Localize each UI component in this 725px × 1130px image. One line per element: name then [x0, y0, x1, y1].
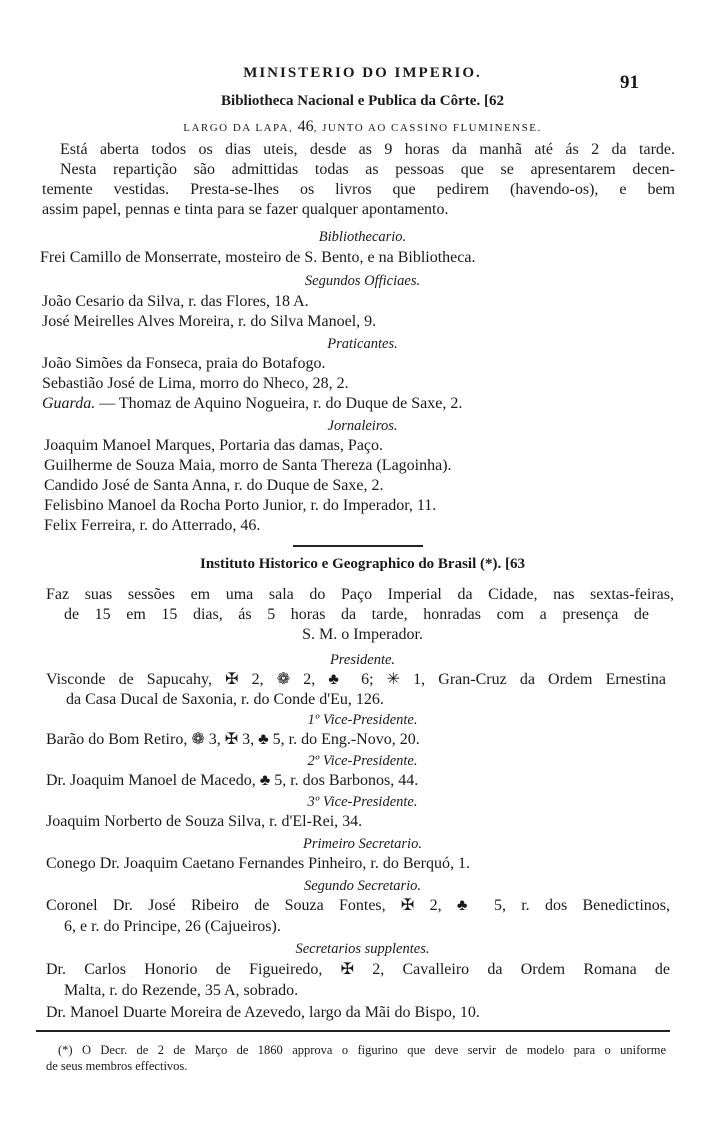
heading-secretarios-supplentes: Secretarios supplentes.	[295, 941, 430, 957]
paragraph-line: Está aberta todos os dias uteis, desde as 9 horas da manhã até ás 2 da tarde.	[60, 141, 675, 158]
paragraph-line: de 15 em 15 dias, ás 5 horas da tarde, honradas com a presença de	[64, 606, 649, 623]
guarda-entry: — Thomaz de Aquino Nogueira, r. do Duque de Saxe, 2.	[95, 395, 463, 412]
address-number: 46	[297, 118, 314, 135]
list-item: José Meirelles Alves Moreira, r. do Silva Manoel, 9.	[42, 313, 377, 330]
heading-vice-presidente-1: 1º Vice-Presidente.	[307, 712, 418, 728]
list-item: Felix Ferreira, r. do Atterrado, 46.	[44, 517, 261, 534]
list-item: Dr. Manoel Duarte Moreira de Azevedo, largo da Mãi do Bispo, 10.	[46, 1004, 480, 1021]
address-part: LARGO DA LAPA,	[183, 122, 298, 134]
page-number: 91	[620, 72, 639, 93]
list-item: Joaquim Norberto de Souza Silva, r. d'El-Rei, 34.	[46, 813, 363, 830]
guarda-label: Guarda.	[42, 395, 96, 412]
heading-primeiro-secretario: Primeiro Secretario.	[303, 836, 422, 852]
footnote-line: (*) O Decr. de 2 de Março de 1860 approva o figurino que deve servir de modelo para o uniforme	[58, 1043, 666, 1057]
list-item: Guilherme de Souza Maia, morro de Santa Thereza (Lagoinha).	[44, 457, 452, 474]
section-title-instituto: Instituto Historico e Geographico do Brasil (*). [63	[200, 556, 525, 572]
heading-presidente: Presidente.	[329, 652, 396, 668]
list-item: João Simões da Fonseca, praia do Botafogo.	[42, 355, 326, 372]
list-item: Dr. Carlos Honorio de Figueiredo, ✠ 2, Cavalleiro da Ordem Romana de	[46, 961, 670, 978]
heading-segundo-secretario: Segundo Secretario.	[303, 878, 422, 894]
heading-vice-presidente-2: 2º Vice-Presidente.	[307, 753, 418, 769]
heading-praticantes: Praticantes.	[327, 336, 398, 352]
list-item: 6, e r. do Principe, 26 (Cajueiros).	[64, 918, 281, 935]
address-part: , JUNTO AO CASSINO FLUMINENSE.	[313, 122, 542, 134]
list-item: Coronel Dr. José Ribeiro de Souza Fontes, ✠ 2, ♣ 5, r. dos Benedictinos,	[46, 897, 670, 914]
list-item: Conego Dr. Joaquim Caetano Fernandes Pinheiro, r. do Berquó, 1.	[46, 855, 470, 872]
paragraph-line: temente vestidas. Presta-se-lhes os livros que pedirem (havendo-os), e bem	[42, 181, 675, 198]
section-divider	[293, 545, 423, 547]
heading-jornaleiros: Jornaleiros.	[327, 418, 398, 434]
running-title: MINISTERIO DO IMPERIO.	[243, 65, 482, 81]
address-line	[0, 118, 725, 137]
section-title-bibliotheca: Bibliotheca Nacional e Publica da Côrte. [62	[221, 93, 504, 109]
list-item: Visconde de Sapucahy, ✠ 2, ❁ 2, ♣ 6; ✳ 1, Gran-Cruz da Ordem Ernestina	[46, 671, 666, 688]
list-item: Sebastião José de Lima, morro do Nheco, 28, 2.	[42, 375, 349, 392]
list-item	[42, 395, 462, 413]
heading-vice-presidente-3: 3º Vice-Presidente.	[307, 794, 418, 810]
list-item: Candido José de Santa Anna, r. do Duque de Saxe, 2.	[44, 477, 384, 494]
list-item: da Casa Ducal de Saxonia, r. do Conde d'Eu, 126.	[66, 691, 384, 708]
list-item: Felisbino Manoel da Rocha Porto Junior, r. do Imperador, 11.	[44, 497, 437, 514]
list-item: Barão do Bom Retiro, ❁ 3, ✠ 3, ♣ 5, r. do Eng.-Novo, 20.	[46, 731, 420, 748]
paragraph-line: S. M. o Imperador.	[302, 626, 423, 643]
paragraph-line: Faz suas sessões em uma sala do Paço Imperial da Cidade, nas sextas-feiras,	[46, 586, 674, 603]
heading-bibliothecario: Bibliothecario.	[318, 229, 407, 245]
list-item: Dr. Joaquim Manoel de Macedo, ♣ 5, r. dos Barbonos, 44.	[46, 772, 419, 789]
list-item: João Cesario da Silva, r. das Flores, 18 A.	[42, 293, 309, 310]
footnote-divider	[36, 1030, 670, 1032]
list-item: Joaquim Manoel Marques, Portaria das damas, Paço.	[44, 437, 384, 454]
heading-segundos-officiaes: Segundos Officiaes.	[304, 273, 421, 289]
footnote-line: de seus membros effectivos.	[46, 1059, 188, 1073]
list-item: Frei Camillo de Monserrate, mosteiro de S. Bento, e na Bibliotheca.	[40, 249, 476, 266]
list-item: Malta, r. do Rezende, 35 A, sobrado.	[64, 982, 299, 999]
paragraph-line: assim papel, pennas e tinta para se fazer qualquer apontamento.	[42, 201, 449, 218]
paragraph-line: Nesta repartição são admittidas todas as pessoas que se apresentarem decen-	[60, 161, 675, 178]
